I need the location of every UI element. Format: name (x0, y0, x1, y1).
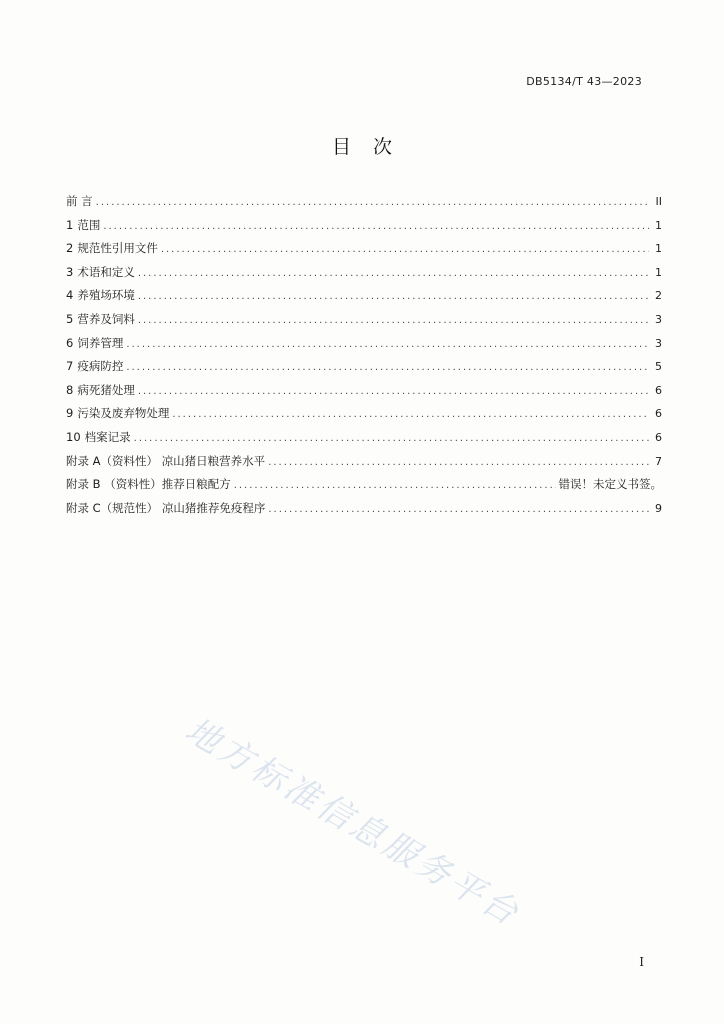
toc-item-2[interactable] (66, 240, 662, 264)
toc-leader-dots (134, 433, 649, 444)
toc-item-label (66, 311, 135, 327)
toc-item-title: 范围 (77, 217, 101, 232)
toc-item-1[interactable] (66, 217, 662, 241)
toc-item-page: 1 (655, 242, 662, 256)
toc-leader-dots (138, 315, 649, 326)
toc-item-number: 4 (66, 288, 74, 303)
toc-item-number: 1 (66, 217, 74, 232)
toc-item-label (66, 217, 100, 233)
toc-item-page: 9 (655, 501, 662, 515)
toc-item-3[interactable] (66, 264, 662, 288)
page-number: I (639, 955, 644, 969)
toc-item-label (66, 382, 135, 398)
toc-item-number: 6 (66, 335, 74, 350)
toc-item-title: 规范性引用文件 (77, 241, 158, 256)
toc-item-title: 污染及废弃物处理 (77, 406, 170, 421)
toc-item-title: 营养及饲料 (77, 311, 135, 326)
toc-item-title: 附录 C（规范性） 凉山猪推荐免疫程序 (66, 500, 266, 515)
toc-leader-dots (138, 291, 649, 302)
toc-item-page: 6 (655, 383, 662, 397)
toc-item-title: 附录 B （资料性）推荐日粮配方 (66, 477, 231, 492)
toc-item-title: 疫病防控 (77, 359, 124, 374)
toc-item-number: 3 (66, 264, 74, 279)
toc-item-number: 2 (66, 241, 74, 256)
watermark: 地方标准信息服务平台 (178, 710, 528, 935)
toc-item-4[interactable] (66, 287, 662, 311)
toc-item-page: 6 (655, 430, 662, 444)
toc-item-page-error: 错误！未定义书签。 (558, 477, 662, 492)
toc-leader-dots (138, 268, 649, 279)
toc-item-foreword[interactable] (66, 193, 662, 217)
toc-item-page: 3 (655, 312, 662, 326)
toc-item-title: 前 言 (66, 194, 93, 208)
toc-item-9[interactable] (66, 405, 662, 429)
toc-item-5[interactable] (66, 311, 662, 335)
toc-leader-dots (96, 197, 649, 208)
toc-item-page: 3 (655, 336, 662, 350)
toc-item-page: 2 (655, 289, 662, 303)
toc-item-label (66, 405, 169, 421)
toc-item-number: 7 (66, 359, 74, 374)
toc-item-6[interactable] (66, 335, 662, 359)
toc-leader-dots (172, 409, 649, 420)
toc-item-8[interactable] (66, 382, 662, 406)
toc-item-title: 术语和定义 (77, 264, 135, 279)
toc-item-label (66, 500, 265, 516)
toc-item-page: 7 (655, 454, 662, 468)
document-number: DB5134/T 43—2023 (526, 75, 642, 88)
toc-leader-dots (103, 221, 649, 232)
toc-item-appendix-c[interactable] (66, 500, 662, 524)
toc-item-appendix-b[interactable] (66, 476, 662, 500)
toc-item-number: 5 (66, 311, 74, 326)
toc-item-appendix-a[interactable] (66, 453, 662, 477)
toc-leader-dots (126, 339, 649, 350)
toc-item-page: 6 (655, 407, 662, 421)
toc-item-label (66, 264, 135, 280)
toc-item-title: 附录 A（资料性） 凉山猪日粮营养水平 (66, 453, 266, 468)
toc-item-title: 病死猪处理 (77, 382, 135, 397)
toc-item-7[interactable] (66, 358, 662, 382)
toc-leader-dots (126, 362, 649, 373)
toc-leader-dots (161, 244, 649, 255)
toc-item-title: 饲养管理 (77, 335, 124, 350)
toc-leader-dots (268, 457, 649, 468)
toc-item-title: 档案记录 (84, 429, 131, 444)
toc-item-page: 1 (655, 265, 662, 279)
toc-item-10[interactable] (66, 429, 662, 453)
toc-item-label (66, 429, 131, 445)
toc-item-page: 5 (655, 360, 662, 374)
toc-item-label (66, 358, 123, 374)
toc-item-number: 8 (66, 382, 74, 397)
toc-item-label (66, 335, 123, 351)
toc-leader-dots (138, 386, 649, 397)
toc-item-label (66, 240, 158, 256)
toc-item-page: II (655, 195, 662, 208)
toc-item-label (66, 476, 231, 492)
toc-leader-dots (234, 480, 556, 491)
toc-item-page: 1 (655, 218, 662, 232)
toc-item-number: 9 (66, 406, 74, 421)
toc-item-label (66, 453, 265, 469)
toc-leader-dots (268, 504, 649, 515)
toc-item-title: 养殖场环境 (77, 288, 135, 303)
toc-title: 目次 (331, 136, 414, 158)
toc-item-label (66, 193, 93, 209)
toc-item-number: 10 (66, 429, 81, 444)
toc-list (66, 193, 662, 523)
toc-item-label (66, 287, 135, 303)
